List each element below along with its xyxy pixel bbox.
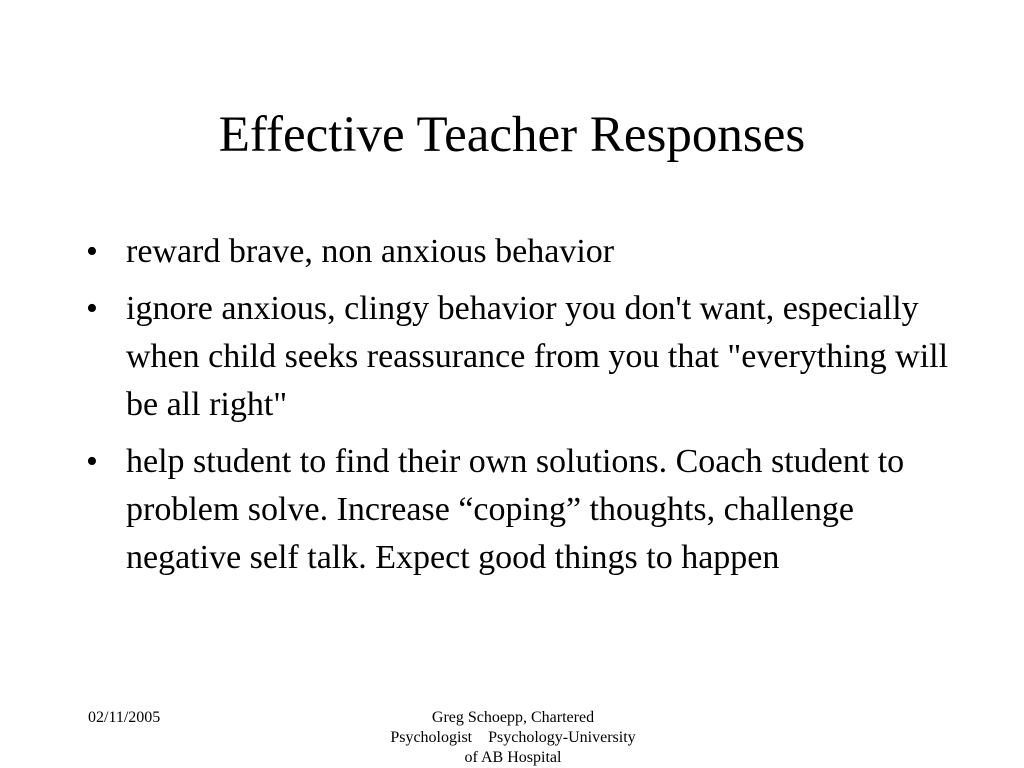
footer-author: Greg Schoepp, Chartered Psychologist Psychology-University of AB Hospital <box>390 709 640 766</box>
bullet-text: reward brave, non anxious behavior <box>126 233 615 270</box>
bullet-item <box>86 285 956 429</box>
bullet-item <box>86 228 956 276</box>
bullet-text: ignore anxious, clingy behavior you don't want, especially when child seeks reassurance from you that "everything will be all right" <box>126 290 949 423</box>
footer-date: 02/11/2005 <box>88 709 161 726</box>
bullet-icon: • <box>86 443 98 480</box>
bullet-list <box>86 228 956 591</box>
bullet-item <box>86 438 956 582</box>
bullet-icon: • <box>86 233 98 270</box>
slide-title: Effective Teacher Responses <box>218 107 806 163</box>
bullet-text: help student to find their own solutions. Coach student to problem solve. Increase “coping” thoughts, challenge negative self talk. Expect good things to happen <box>126 443 905 576</box>
bullet-icon: • <box>86 290 98 327</box>
